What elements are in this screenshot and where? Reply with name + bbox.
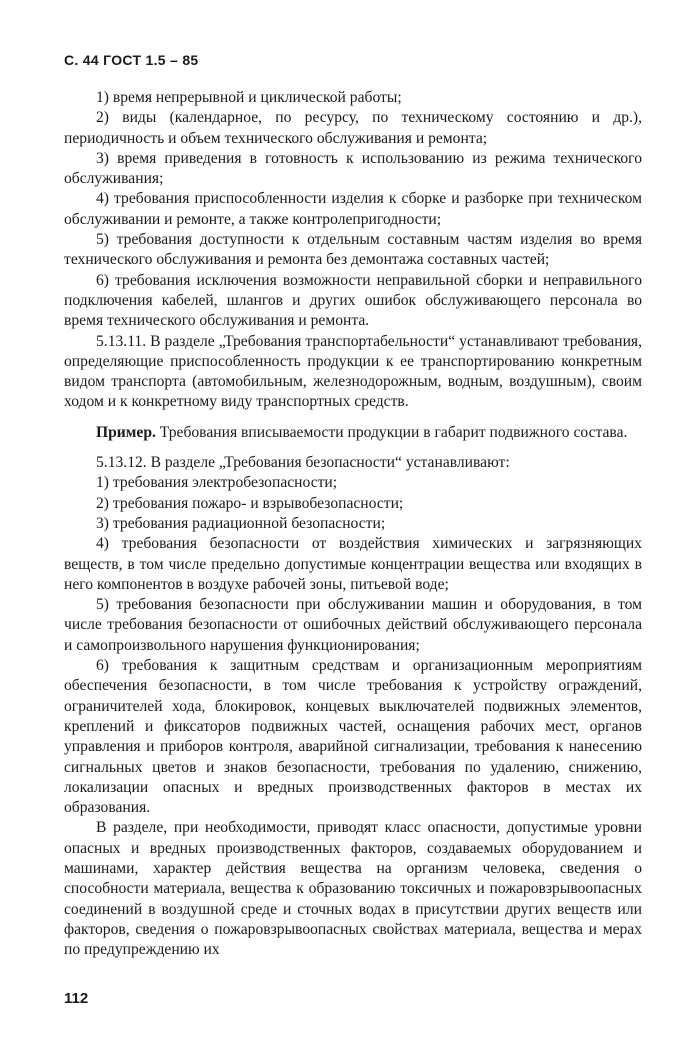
- safety-item-2: 2) требования пожаро- и взрывобезопасности;: [96, 494, 404, 512]
- example-paragraph: [64, 423, 642, 443]
- page-header: С. 44 ГОСТ 1.5 – 85: [64, 52, 199, 68]
- list-item-2: 2) виды (календарное, по ресурсу, по техническому состоянию и др.), периодичность и объем технического обслуживания и ремонта;: [64, 109, 642, 147]
- page-number: 112: [64, 990, 89, 1007]
- example-text: Требования вписываемости продукции в габарит подвижного состава.: [155, 423, 628, 441]
- list-item-5: 5) требования доступности к отдельным составным частям изделия во время технического обслуживания и ремонта без демонтажа составных частей;: [64, 231, 642, 269]
- section-closing-paragraph: В разделе, при необходимости, приводят класс опасности, допустимые уровни опасных и вредных производственных факторов, создаваемых оборудованием и машинами, характер действия вещества на организм человека, сведения о способности материала, вещества к образованию токсичных и пожаровзрывоопасных соединений в воздушной среде и сточных водах в присутствии других веществ или факторов, сведения о пожаровзрывоопасных свойствах материала, вещества и мерах по предупреждению их: [64, 819, 642, 959]
- page-body: [64, 88, 642, 960]
- list-item-3: 3) время приведения в готовность к использованию из режима технического обслуживания;: [64, 149, 642, 188]
- section-5-13-12: 5.13.12. В разделе „Требования безопасности“ устанавливают:: [96, 454, 510, 472]
- list-item-6: 6) требования исключения возможности неправильной сборки и неправильного подключения кабелей, шлангов и других ошибок обслуживающего персонала во время технического обслуживания и ремонта.: [64, 271, 642, 330]
- spacer: [64, 413, 642, 423]
- safety-item-5: 5) требования безопасности при обслуживании машин и оборудования, в том числе требования безопасности от ошибочных действий обслуживающего персонала и самопроизвольного нарушения функционирования;: [64, 596, 642, 654]
- list-item-1: 1) время непрерывной и циклической работы;: [96, 89, 402, 106]
- list-item-4: 4) требования приспособленности изделия к сборке и разборке при техническом обслуживании и ремонте, а также контролепригодности;: [64, 190, 642, 228]
- section-5-13-11: 5.13.11. В разделе „Требования транспортабельности“ устанавливают требования, определяющие приспособленность продукции к ее транспортированию конкретным видом транспорта (автомобильным, железнодорожным, водным, воздушным), своим ходом и к конкретному виду транспортных средств.: [64, 332, 642, 411]
- safety-item-1: 1) требования электробезопасности;: [96, 474, 338, 492]
- spacer: [64, 443, 642, 453]
- safety-item-6: 6) требования к защитным средствам и организационным мероприятиям обеспечения безопасности, в том числе требования к устройству ограждений, ограничителей хода, блокировок, концевых выключателей подвижных элементов, креплений и фиксаторов подвижных частей, оснащения рабочих мест, органов управления и приборов контроля, аварийной сигнализации, требования к нанесению сигнальных цветов и знаков безопасности, требования по удалению, снижению, локализации опасных и вредных производственных факторов в местах их образования.: [64, 657, 642, 817]
- example-label: Пример.: [96, 423, 156, 441]
- safety-item-4: 4) требования безопасности от воздействия химических и загрязняющих веществ, в том числе предельно допустимые концентрации вещества или входящих в него компонентов в воздухе рабочей зоны, питьевой воде;: [64, 535, 642, 593]
- safety-item-3: 3) требования радиационной безопасности;: [96, 514, 386, 532]
